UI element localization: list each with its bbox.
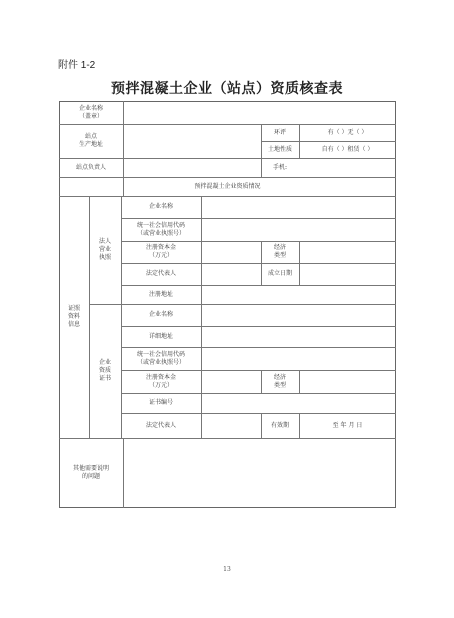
- page-title: 预拌混凝土企业（站点）资质核查表: [111, 81, 343, 97]
- qc-address: 详细地址: [148, 332, 173, 340]
- qc-econ-type: 经济 类型: [273, 373, 286, 389]
- qc-capital: 注册资本金 （万元）: [145, 373, 176, 389]
- ll-company-name: 企业名称: [148, 203, 173, 210]
- attachment-label: 附件 1-2: [58, 60, 96, 71]
- cert-info-label: 证照 资料 信息: [67, 305, 80, 328]
- column-divider: [299, 370, 300, 393]
- qc-company-name: 企业名称: [148, 311, 173, 318]
- column-divider: [201, 196, 202, 438]
- ll-econ-type: 经济 类型: [273, 244, 286, 259]
- ll-founded: 成立日期: [267, 270, 292, 277]
- qc-credit-code: 统一社会信用代码 （或营业执照号）: [136, 350, 185, 366]
- company-name-label: 企业名称 （盖章）: [78, 104, 103, 120]
- qual-cert-label: 企业 资质 证书: [98, 359, 111, 382]
- section-heading: 预拌混凝土企业资质情况: [194, 182, 261, 190]
- env-assess-options: 有（ ）无（ ）: [327, 128, 368, 136]
- qc-valid-value: 至 年 月 日: [332, 421, 363, 429]
- column-divider: [299, 241, 300, 285]
- env-assess-label: 环评: [273, 128, 286, 136]
- qc-cert-no: 证书编号: [148, 399, 173, 406]
- qc-legal-rep: 法定代表人: [145, 421, 176, 429]
- phone-label: 手机:: [272, 163, 288, 171]
- ll-capital: 注册资本金 （万元）: [145, 244, 176, 259]
- ll-legal-rep: 法定代表人: [145, 270, 176, 277]
- column-divider: [123, 438, 124, 508]
- land-nature-label: 土地性质: [267, 145, 292, 153]
- station-head-label: 站点负责人: [75, 163, 106, 171]
- station-address-label: 站点 生产地址: [78, 133, 103, 148]
- land-nature-options: 自有（ ）租赁（ ）: [321, 145, 374, 153]
- ll-credit-code: 统一社会信用代码 （或营业执照号）: [136, 221, 185, 237]
- page-number: 13: [223, 566, 231, 573]
- legal-license-label: 法人 营业 执照: [98, 238, 111, 261]
- other-notes-label: 其他需要说明 的问题: [72, 465, 109, 480]
- ll-reg-address: 注册地址: [148, 290, 173, 298]
- qc-valid-label: 有效期: [270, 421, 289, 429]
